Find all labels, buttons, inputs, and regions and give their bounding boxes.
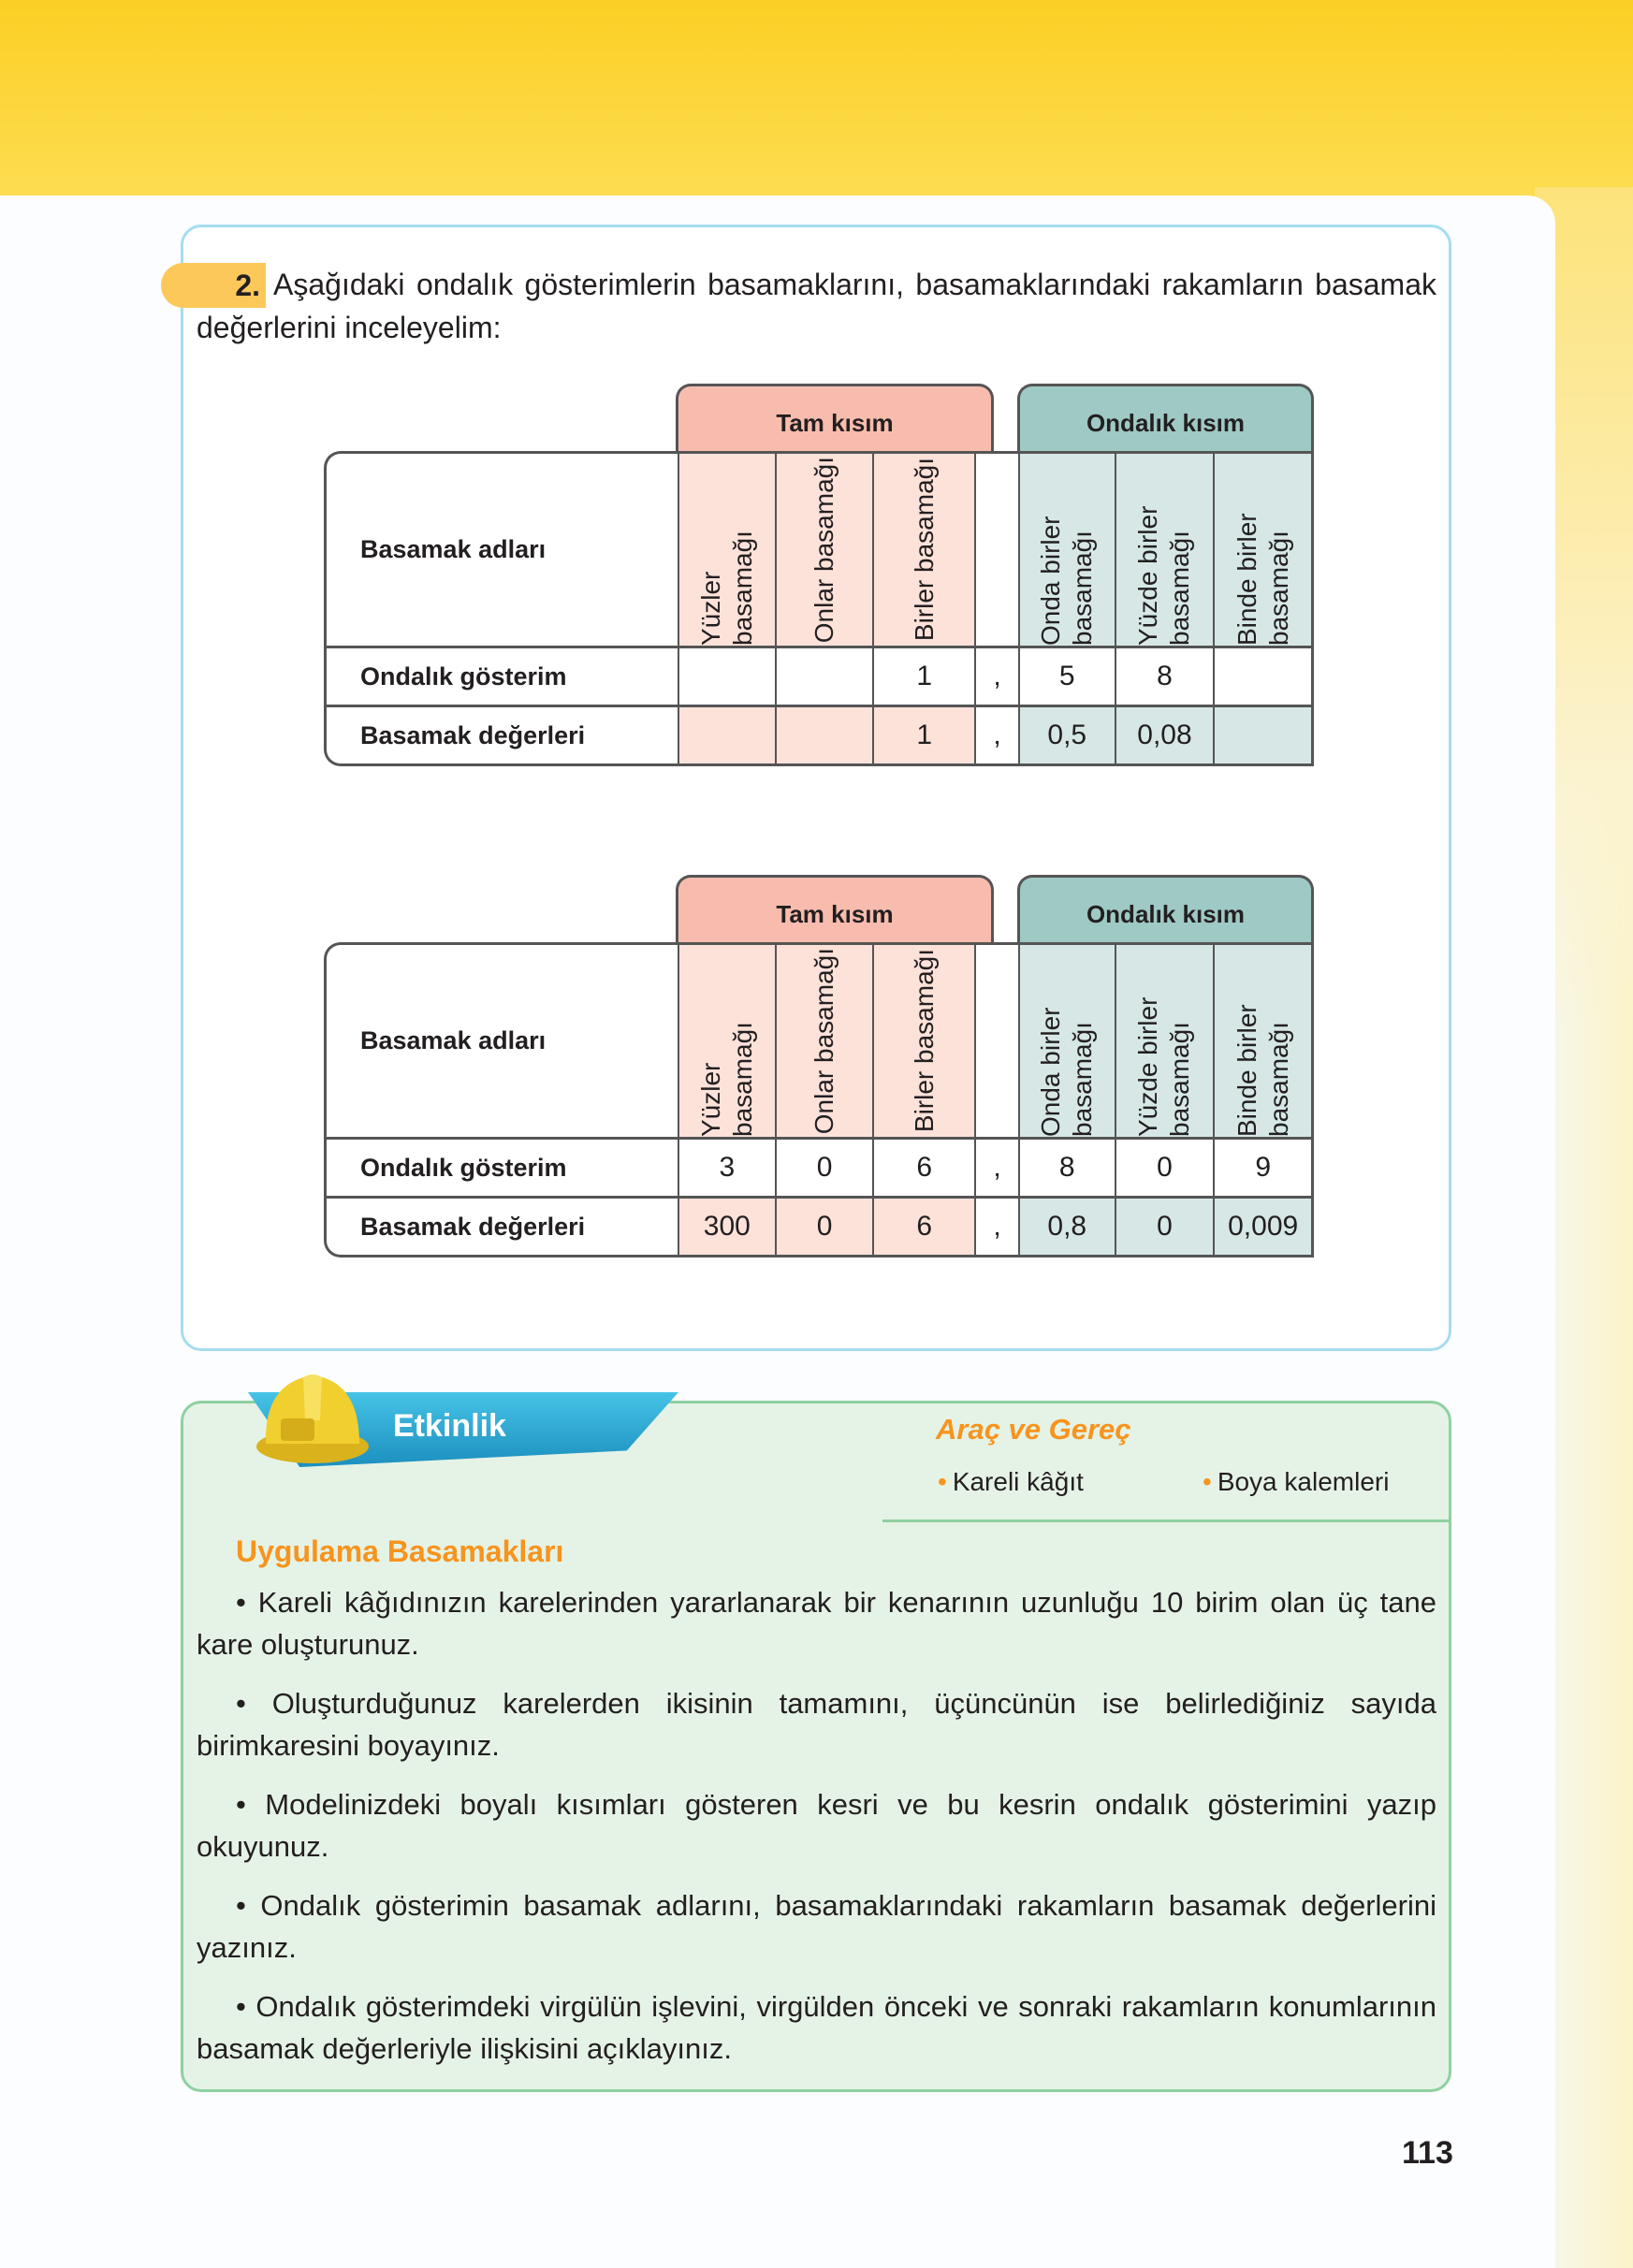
tool-label: Kareli kâğıt: [952, 1467, 1084, 1496]
value-cell: 8: [1115, 648, 1214, 705]
table-body: [324, 942, 1314, 1258]
column-header: Yüzde birler basamağı: [1133, 505, 1195, 646]
value-cell: 0: [1115, 1140, 1214, 1196]
value-cell: 6: [872, 1140, 974, 1196]
question-number: 2.: [161, 263, 266, 308]
column-header: Binde birler basamağı: [1232, 513, 1293, 646]
table-row: [327, 945, 1314, 1137]
step-item: • Oluşturduğunuz karelerden ikisinin tamamını, üçüncünün ise belirlediğiniz sayıda birimkaresini boyayınız.: [197, 1687, 1436, 1762]
value-cell: 0,08: [1115, 707, 1214, 763]
value-cell: 9: [1213, 1140, 1314, 1196]
value-cell: [678, 707, 775, 763]
steps-title: Uygulama Basamakları: [236, 1534, 564, 1568]
value-cell: [775, 648, 873, 705]
column-header-cell: [678, 454, 775, 646]
ondalik-header: Ondalık kısım: [1017, 875, 1314, 944]
column-header: Yüzler basamağı: [695, 531, 757, 646]
comma-cell: ,: [974, 648, 1018, 705]
steps-list: [197, 1581, 1436, 2086]
value-cell: 0: [1115, 1199, 1214, 1255]
column-header: Onda birler basamağı: [1036, 1007, 1098, 1137]
column-header: Birler basamağı: [909, 458, 939, 642]
column-header-cell: [1115, 454, 1214, 646]
row-label: Ondalık gösterim: [360, 662, 567, 691]
row-label: Basamak değerleri: [360, 720, 586, 749]
comma-cell: [974, 454, 1018, 646]
tools-title: Araç ve Gereç: [936, 1413, 1131, 1446]
place-value-table-1: [324, 384, 1314, 762]
tool-label: Boya kalemleri: [1217, 1467, 1390, 1496]
table-row: [327, 646, 1314, 705]
helmet-icon: [255, 1364, 376, 1467]
column-header: Onda birler basamağı: [1036, 516, 1098, 646]
column-header-cell: [1018, 454, 1115, 646]
column-header-cell: [1213, 454, 1314, 646]
column-header-cell: [1115, 945, 1214, 1137]
activity-title: Etkinlik: [393, 1408, 506, 1444]
top-band: [0, 0, 1633, 201]
value-cell: 8: [1018, 1140, 1115, 1196]
column-header-cell: [872, 945, 974, 1137]
table-body: [324, 451, 1314, 766]
value-cell: 1: [872, 707, 974, 763]
column-header: Onlar basamağı: [809, 456, 839, 644]
place-value-table-2: [324, 875, 1314, 1253]
comma-cell: ,: [974, 1199, 1018, 1255]
comma-cell: ,: [974, 707, 1018, 763]
column-header: Birler basamağı: [909, 949, 939, 1133]
table-row: [327, 1196, 1314, 1255]
tam-header: Tam kısım: [676, 875, 994, 944]
step-item: • Kareli kâğıdınızın karelerinden yararlanarak bir kenarının uzunluğu 10 birim olan üç tane kare oluşturunuz.: [197, 1586, 1436, 1661]
value-cell: [1213, 707, 1314, 763]
row-label: Basamak değerleri: [360, 1212, 586, 1241]
table-row: [327, 1137, 1314, 1196]
value-cell: 1: [872, 648, 974, 705]
column-header: Yüzler basamağı: [695, 1022, 757, 1137]
value-cell: [1213, 648, 1314, 705]
value-cell: 3: [678, 1140, 775, 1196]
tool-item: • Boya kalemleri: [1203, 1467, 1390, 1496]
step-item: • Modelinizdeki boyalı kısımları gösteren kesri ve bu kesrin ondalık gösterimini yazıp okuyunuz.: [197, 1788, 1436, 1863]
tam-header: Tam kısım: [676, 384, 994, 453]
page-number: 113: [1402, 2135, 1453, 2171]
question-text: Aşağıdaki ondalık gösterimlerin basamaklarını, basamaklarındaki rakamların basamak değerlerini inceleyelim:: [197, 268, 1436, 344]
column-header-cell: [1213, 945, 1314, 1137]
column-header-cell: [775, 945, 873, 1137]
row-label: Basamak adları: [360, 535, 547, 563]
value-cell: 0: [775, 1140, 873, 1196]
value-cell: 0,8: [1018, 1199, 1115, 1255]
comma-cell: ,: [974, 1140, 1018, 1196]
comma-cell: [974, 945, 1018, 1137]
row-label: Basamak adları: [360, 1026, 547, 1054]
step-item: • Ondalık gösterimin basamak adlarını, basamaklarındaki rakamların basamak değerlerini yazınız.: [197, 1889, 1436, 1964]
column-header-cell: [678, 945, 775, 1137]
value-cell: 0,009: [1213, 1199, 1314, 1255]
value-cell: [678, 648, 775, 705]
column-header-cell: [1018, 945, 1115, 1137]
table-row: [327, 705, 1314, 763]
tool-item: • Kareli kâğıt: [938, 1467, 1084, 1496]
value-cell: [775, 707, 873, 763]
row-label: Ondalık gösterim: [360, 1153, 567, 1182]
step-item: • Ondalık gösterimdeki virgülün işlevini, virgülden önceki ve sonraki rakamların konumlarının basamak değerleriyle ilişkisini açıklayınız.: [197, 1990, 1436, 2065]
value-cell: 300: [678, 1199, 775, 1255]
column-header: Binde birler basamağı: [1232, 1004, 1293, 1137]
column-header: Onlar basamağı: [809, 947, 839, 1135]
value-cell: 0,5: [1018, 707, 1115, 763]
column-header: Yüzde birler basamağı: [1133, 996, 1195, 1137]
column-header-cell: [775, 454, 873, 646]
value-cell: 0: [775, 1199, 873, 1255]
column-header-cell: [872, 454, 974, 646]
value-cell: 6: [872, 1199, 974, 1255]
divider: [882, 1519, 1451, 1522]
table-row: [327, 454, 1314, 646]
value-cell: 5: [1018, 648, 1115, 705]
ondalik-header: Ondalık kısım: [1017, 384, 1314, 453]
